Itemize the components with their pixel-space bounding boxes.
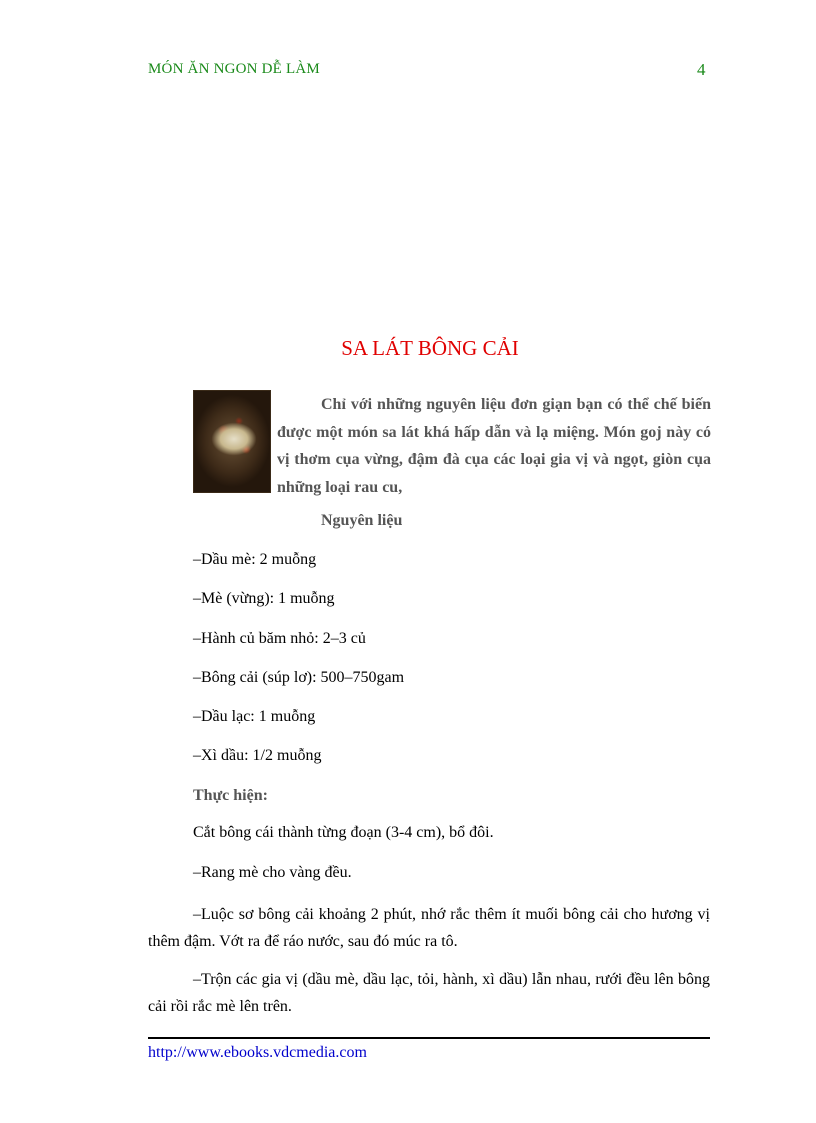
ingredient-item: –Mè (vừng): 1 muỗng: [193, 590, 335, 607]
step-item: –Trộn các gia vị (dầu mè, dầu lạc, tỏi, hành, xì dầu) lẫn nhau, rưới đều lên bông cải rồi rắc mè lên trên.: [148, 971, 710, 1015]
step-item: –Rang mè cho vàng đều.: [193, 864, 352, 881]
recipe-intro: Chỉ với những nguyên liệu đơn giạn bạn có thể chế biến được một món sa lát khá hấp dẫn và lạ miệng. Món goj này có vị thơm cụa vừng, đậm đà cụa các loại gia vị và ngọt, giòn cụa những loại rau cu,: [277, 396, 711, 496]
footer-website-link[interactable]: http://www.ebooks.vdcmedia.com: [148, 1044, 367, 1061]
ingredient-item: –Bông cải (súp lơ): 500–750gam: [193, 669, 405, 686]
page-number: 4: [697, 60, 706, 79]
ingredient-item: –Hành củ băm nhỏ: 2–3 củ: [193, 630, 366, 647]
ingredient-item: –Dầu mè: 2 muỗng: [193, 551, 317, 568]
step-item: –Luộc sơ bông cải khoảng 2 phút, nhớ rắc thêm ít muối bông cải cho hương vị thêm đậm. Vớt ra để ráo nước, sau đó múc ra tô.: [148, 906, 710, 950]
ingredients-heading: Nguyên liệu: [321, 512, 403, 529]
steps-heading: Thực hiện:: [193, 787, 268, 804]
ingredient-item: –Dầu lạc: 1 muỗng: [193, 708, 316, 725]
footer-divider: [148, 1037, 710, 1039]
recipe-title: SA LÁT BÔNG CẢI: [341, 336, 519, 360]
step-item: Cắt bông cái thành từng đoạn (3-4 cm), bổ đôi.: [193, 824, 494, 841]
book-title: MÓN ĂN NGON DỄ LÀM: [148, 61, 320, 77]
ingredient-item: –Xì dầu: 1/2 muỗng: [193, 747, 322, 764]
cauliflower-salad-photo: [193, 390, 271, 493]
